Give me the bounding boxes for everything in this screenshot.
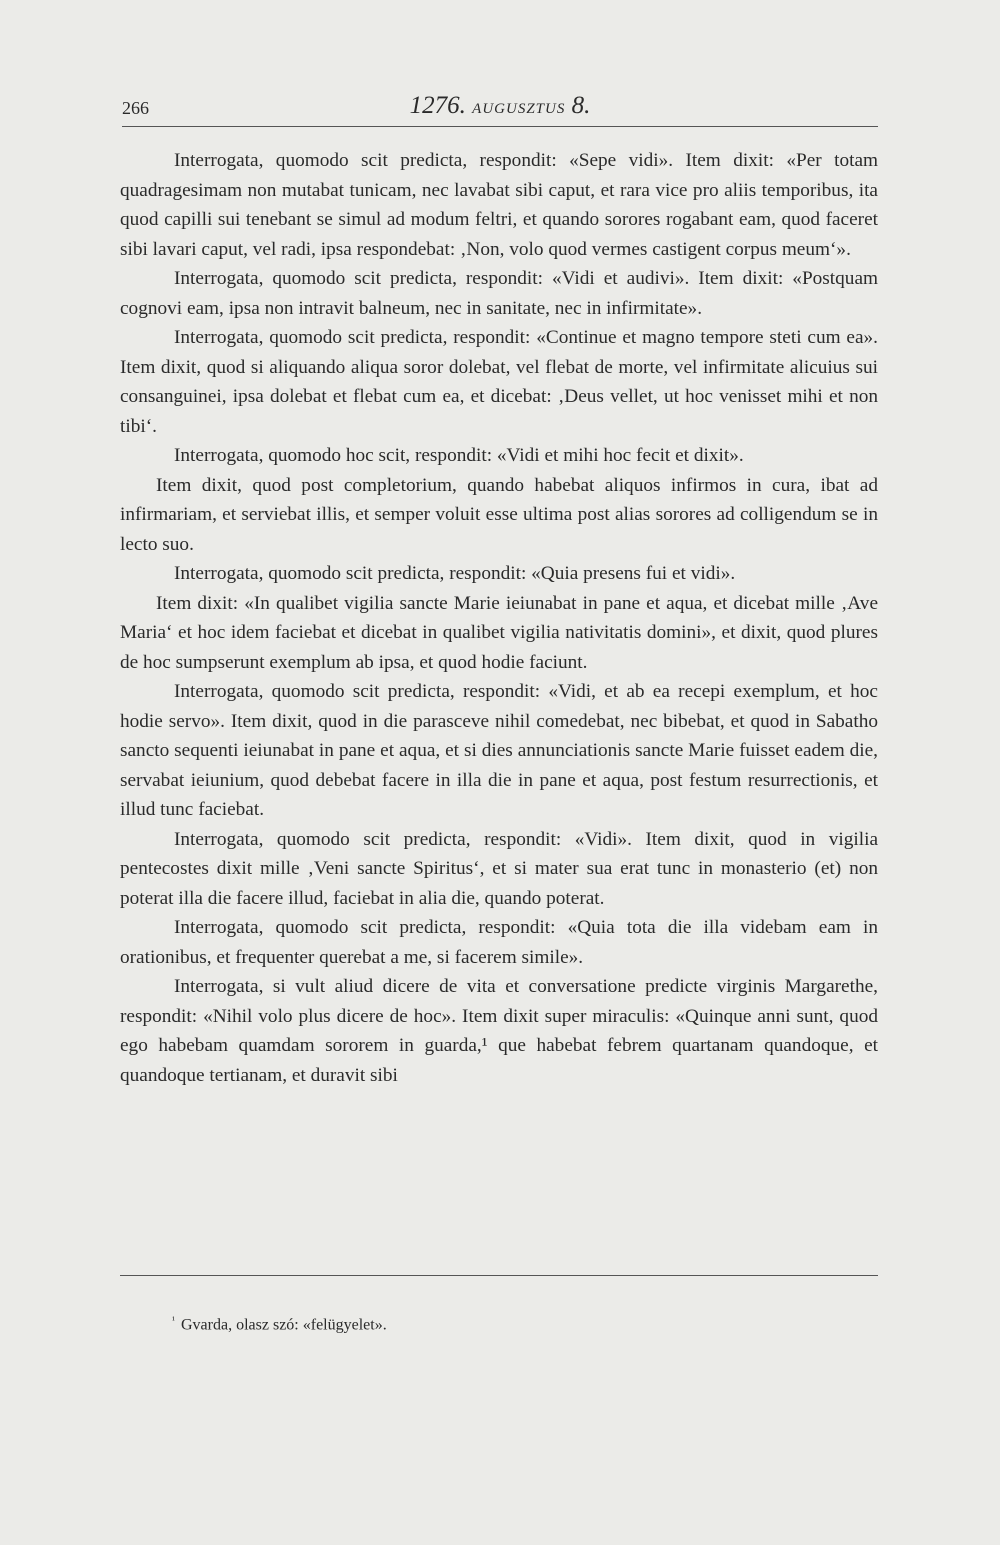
running-head-day: 8. [571,92,591,119]
running-head-month: AUGUSZTUS [472,101,566,117]
paragraph: Interrogata, si vult aliud dicere de vita et conversatione predicte virginis Margarethe, respondit: «Nihil volo plus dicere de hoc». Item dixit super miraculis: «Quinque anni sunt, quod ego habebam quamdam sororem in guarda,¹ que habebat febrem quartanam quandoque, et quandoque tertianam, et duravit sibi [120,976,878,1086]
paragraph: Interrogata, quomodo scit predicta, respondit: «Quia tota die illa videbam eam in orationibus, et frequenter querebat a me, si facerem simile». [120,917,878,968]
paragraph: Interrogata, quomodo scit predicta, respondit: «Continue et magno tempore steti cum ea». Item dixit, quod si aliquando aliqua soror dolebat, vel flebat de morte, vel infirmitate alicuius sui consanguinei, ipsa dolebat et flebat cum ea, et dicebat: ‚Deus vellet, ut hoc venisset mihi et non tibi‘. [120,327,878,437]
paragraph: Item dixit, quod post completorium, quando habebat aliquos infirmos in cura, ibat ad infirmariam, et serviebat illis, et semper voluit esse ultima post alias sorores ad colligendum se in lecto suo. [120,474,878,555]
paragraph: Interrogata, quomodo scit predicta, respondit: «Vidi». Item dixit, quod in vigilia pentecostes dixit mille ‚Veni sancte Spiritus‘, et si mater sua erat tunc in monasterio (et) non poterat illa die facere illud, faciebat in alia die, quando poterat. [120,828,878,909]
paragraph: Interrogata, quomodo hoc scit, respondit: «Vidi et mihi hoc fecit et dixit». [174,445,744,466]
page-body [120,146,878,1090]
footnote-divider [120,1275,878,1276]
page-number: 266 [122,98,149,118]
paragraph: Item dixit: «In qualibet vigilia sancte Marie ieiunabat in pane et aqua, et dicebat mille ‚Ave Maria‘ et hoc idem faciebat et dicebat in qualibet vigilia nativitatis domini», et dixit, quod plures de hoc sumpserunt exemplum ab ipsa, et quod hodie faciunt. [120,592,878,673]
running-head-year: 1276. [409,92,466,119]
footnote [172,1315,387,1334]
paragraph: Interrogata, quomodo scit predicta, respondit: «Vidi, et ab ea recepi exemplum, et hoc hodie servo». Item dixit, quod in die parasceve nihil comedebat, nec bibebat, et quod in Sabatho sancto sequenti ieiunabat in pane et aqua, et si dies annunciationis sancte Marie fuisset eadem die, servabat ieiunium, quod debebat facere in illa die in pane et aqua, post festum resurrectionis, et illud tunc faciebat. [120,681,878,820]
paragraph: Interrogata, quomodo scit predicta, respondit: «Sepe vidi». Item dixit: «Per totam quadragesimam non mutabat tunicam, nec lavabat sibi caput, et rara vice pro aliis temporibus, ita quod capilli sui tenebant se simul ad modum feltri, et quando sorores rogabant eam, quod faceret sibi lavari caput, vel radi, ipsa respondebat: ‚Non, volo quod vermes castigent corpus meum‘». [120,150,878,260]
page-header [122,92,878,127]
paragraph: Interrogata, quomodo scit predicta, respondit: «Quia presens fui et vidi». [174,563,736,584]
footnote-marker: ¹ [172,1315,175,1326]
footnote-text: Gvarda, olasz szó: «felügyelet». [181,1316,387,1334]
running-head [122,92,878,120]
paragraph: Interrogata, quomodo scit predicta, respondit: «Vidi et audivi». Item dixit: «Postquam cognovi eam, ipsa non intravit balneum, nec in sanitate, nec in infirmitate». [120,268,878,319]
